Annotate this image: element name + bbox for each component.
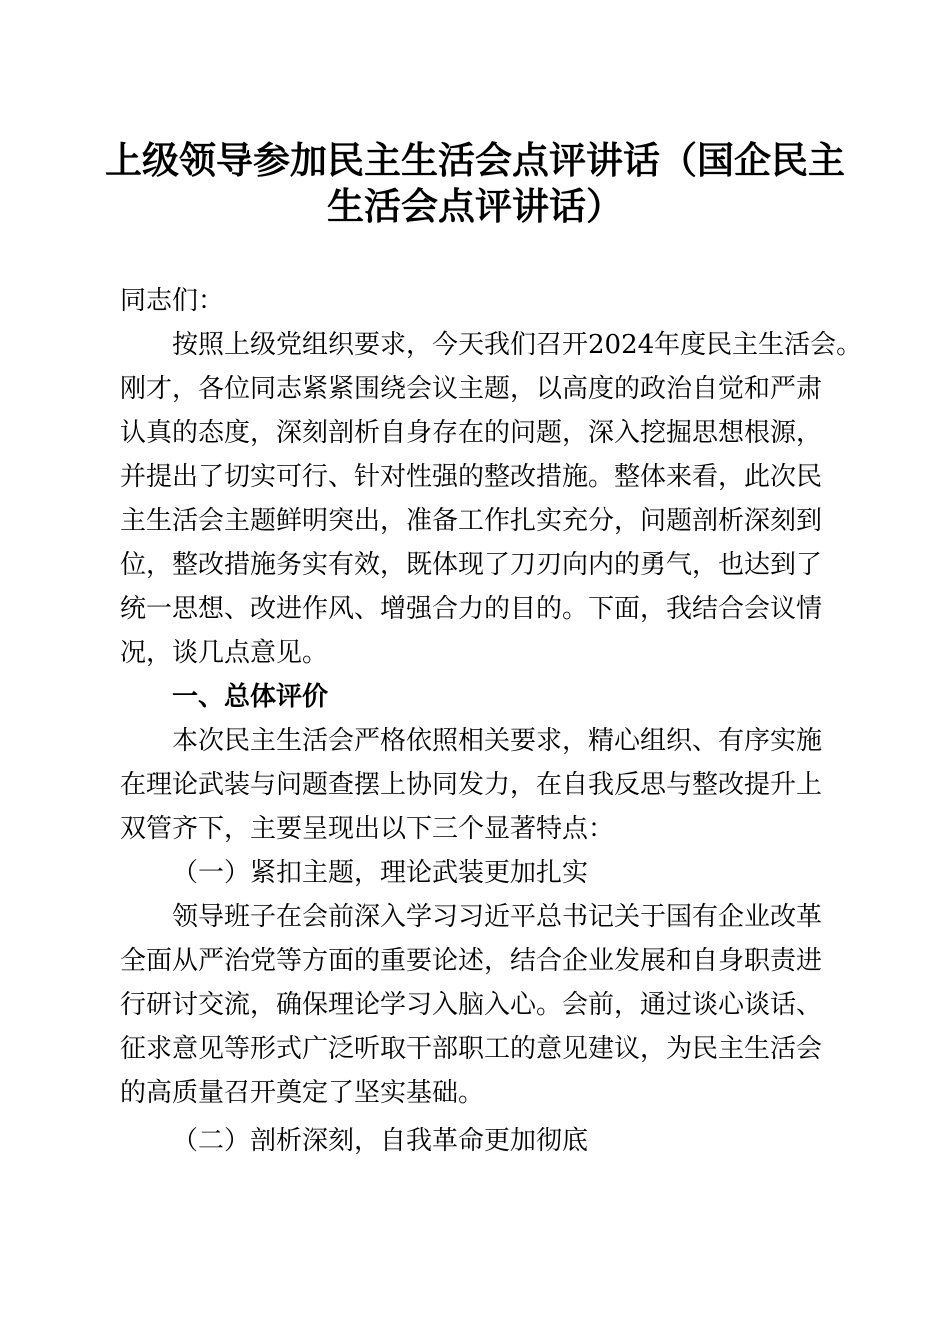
paragraph-line: 本次民主生活会严格依照相关要求，精心组织、有序实施 xyxy=(172,726,823,756)
paragraph-line: 统一思想、改进作风、增强合力的目的。下面，我结合会议情 xyxy=(120,594,823,624)
paragraph-line: 行研讨交流，确保理论学习入脑入心。会前，通过谈心谈话、 xyxy=(120,990,823,1020)
paragraph-line: 征求意见等形式广泛听取干部职工的意见建议，为民主生活会 xyxy=(120,1034,823,1064)
document-title-line-1: 上级领导参加民主生活会点评讲话（国企民主 xyxy=(105,138,845,182)
document-title-line-2: 生活会点评讲话） xyxy=(327,184,623,228)
paragraph-line: 认真的态度，深刻剖析自身存在的问题，深入挖掘思想根源， xyxy=(120,418,823,448)
paragraph-line: 双管齐下，主要呈现出以下三个显著特点： xyxy=(120,814,615,844)
paragraph-line: 况，谈几点意见。 xyxy=(120,638,329,668)
paragraph-line: 全面从严治党等方面的重要论述，结合企业发展和自身职责进 xyxy=(120,946,823,976)
paragraph-line: 刚才，各位同志紧紧围绕会议主题，以高度的政治自觉和严肃 xyxy=(120,374,823,404)
paragraph-line: 按照上级党组织要求，今天我们召开2024年度民主生活会。 xyxy=(172,330,863,360)
section-heading: 一、总体评价 xyxy=(172,682,329,712)
paragraph-line: 的高质量召开奠定了坚实基础。 xyxy=(120,1078,485,1108)
paragraph-line: 位，整改措施务实有效，既体现了刀刃向内的勇气，也达到了 xyxy=(120,550,823,580)
subsection-heading: （一）紧扣主题，理论武装更加扎实 xyxy=(172,858,589,888)
paragraph-line: 在理论武装与问题查摆上协同发力，在自我反思与整改提升上 xyxy=(120,770,823,800)
paragraph-line: 并提出了切实可行、针对性强的整改措施。整体来看，此次民 xyxy=(120,462,823,492)
paragraph-line: 领导班子在会前深入学习习近平总书记关于国有企业改革 xyxy=(172,902,823,932)
subsection-heading: （二）剖析深刻，自我革命更加彻底 xyxy=(172,1126,589,1156)
salutation: 同志们： xyxy=(120,286,225,316)
paragraph-line: 主生活会主题鲜明突出，准备工作扎实充分，问题剖析深刻到 xyxy=(120,506,823,536)
